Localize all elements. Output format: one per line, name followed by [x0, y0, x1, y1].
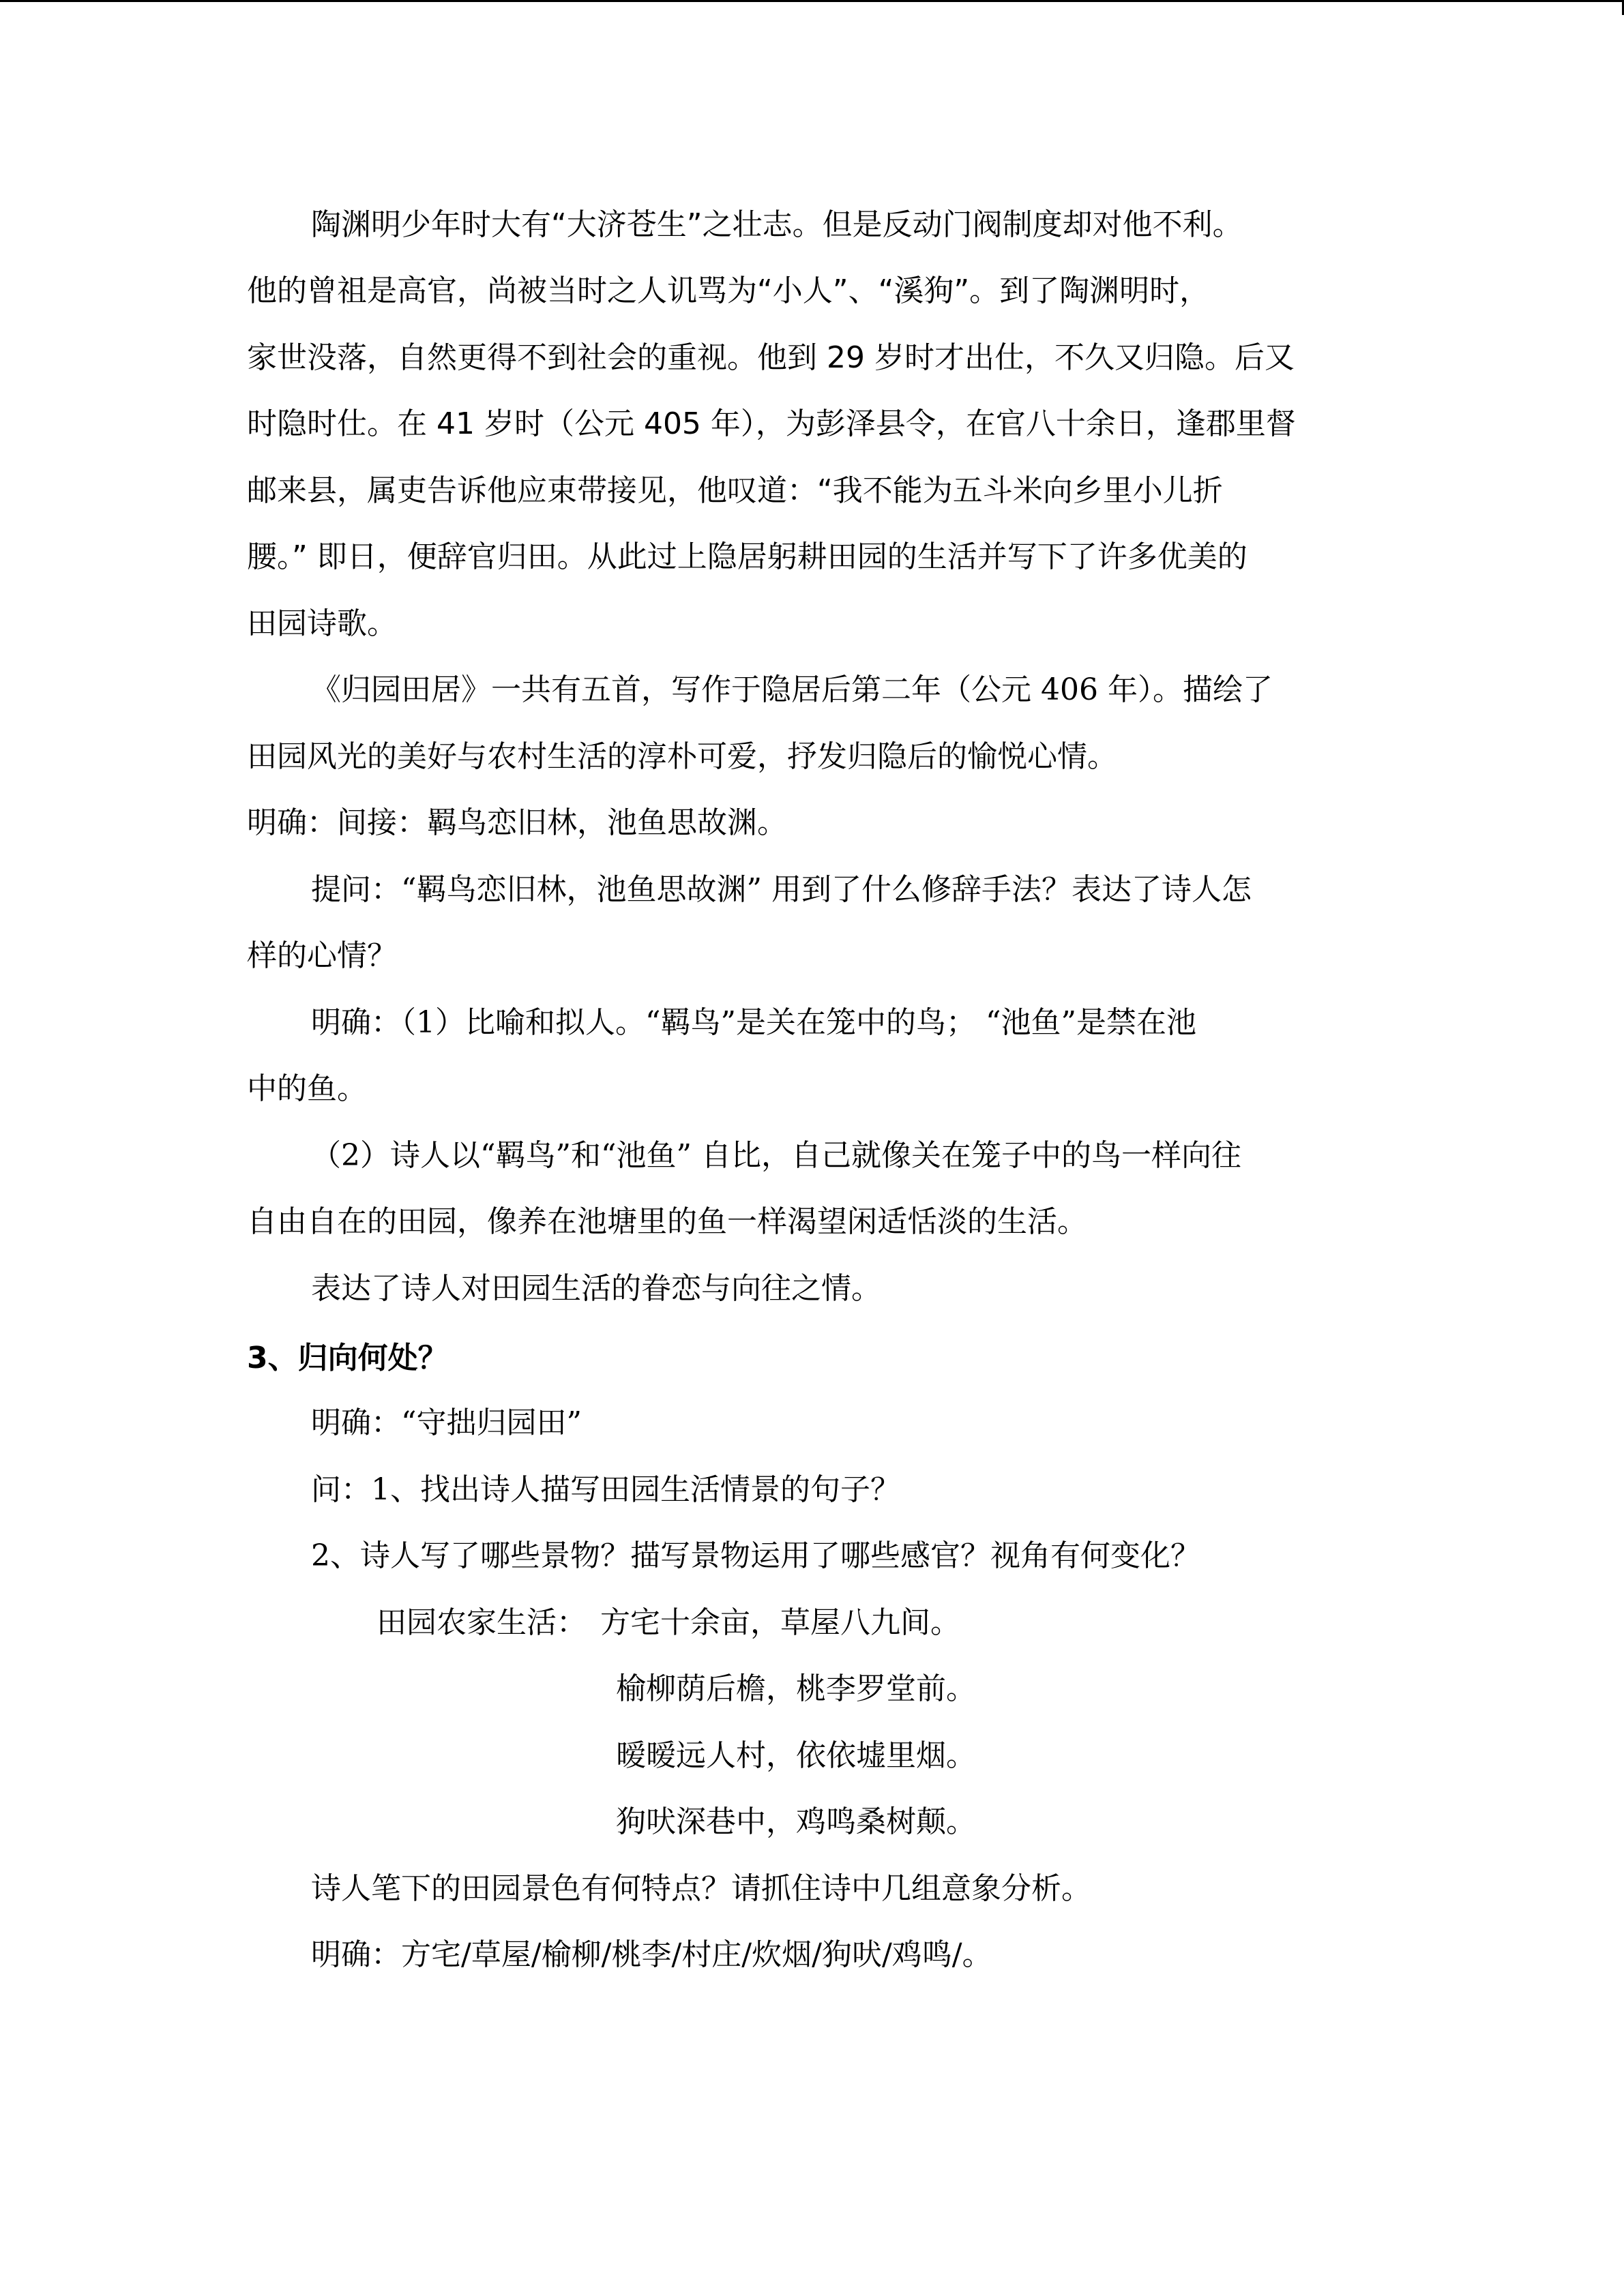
- section3-answer: 明确：“守拙归园田”: [311, 1405, 582, 1440]
- intro-line-5: 邮来县，属吏告诉他应束带接见，他叹道：“我不能为五斗米向乡里小儿折: [247, 473, 1223, 508]
- intro-line-4: 时隐时仕。在 41 岁时（公元 405 年），为彭泽县令，在官八十余日，逢郡里督: [247, 406, 1296, 441]
- answer2-line-2: 自由自在的田园，像养在池塘里的鱼一样渴望闲适恬淡的生活。: [247, 1204, 1087, 1239]
- answer1-line-2: 中的鱼。: [247, 1071, 367, 1106]
- section3-question-3: 诗人笔下的田园景色有何特点？请抓住诗中几组意象分析。: [311, 1871, 1091, 1906]
- life-label: 田园农家生活：: [377, 1605, 587, 1640]
- poem-intro-line-2: 田园风光的美好与农村生活的淳朴可爱，抒发归隐后的愉悦心情。: [247, 739, 1117, 774]
- intro-line-6: 腰。” 即日，便辞官归田。从此过上隐居躬耕田园的生活并写下了许多优美的: [247, 539, 1247, 574]
- section3-heading: 3、归向何处？: [247, 1341, 448, 1375]
- intro-line-1: 陶渊明少年时大有“大济苍生”之壮志。但是反动门阀制度却对他不利。: [311, 207, 1243, 242]
- section3-question-2: 2、诗人写了哪些景物？描写景物运用了哪些感官？视角有何变化？: [311, 1538, 1200, 1573]
- verse-line: 暧暧远人村，依依墟里烟。: [616, 1738, 976, 1773]
- answer1-line-1: 明确：（1）比喻和拟人。“羁鸟”是关在笼中的鸟； “池鱼”是禁在池: [311, 1005, 1196, 1040]
- intro-line-2: 他的曾祖是高官，尚被当时之人讥骂为“小人”、“溪狗”。到了陶渊明时，: [247, 273, 1210, 308]
- verse-line: 榆柳荫后檐，桃李罗堂前。: [616, 1671, 976, 1706]
- poem-intro-line-1: 《归园田居》一共有五首，写作于隐居后第二年（公元 406 年）。描绘了: [311, 672, 1273, 707]
- question-line-1: 提问：“羁鸟恋旧林，池鱼思故渊” 用到了什么修辞手法？表达了诗人怎: [311, 872, 1252, 907]
- question-line-2: 样的心情？: [247, 938, 397, 973]
- verse-line: 方宅十余亩，草屋八九间。: [600, 1605, 960, 1640]
- answer2-line-1: （2）诗人以“羁鸟”和“池鱼” 自比，自己就像关在笼子中的鸟一样向往: [311, 1138, 1241, 1173]
- intro-line-7: 田园诗歌。: [247, 606, 397, 641]
- summary-line: 表达了诗人对田园生活的眷恋与向往之情。: [311, 1271, 881, 1306]
- answer-indirect: 明确：间接：羁鸟恋旧林，池鱼思故渊。: [247, 805, 787, 840]
- top-border-rule: [0, 0, 1624, 2]
- section3-question-1: 问：1、找出诗人描写田园生活情景的句子？: [311, 1472, 900, 1507]
- intro-line-3: 家世没落，自然更得不到社会的重视。他到 29 岁时才出仕，不久又归隐。后又: [247, 340, 1295, 375]
- verse-line: 狗吠深巷中，鸡鸣桑树颠。: [616, 1804, 976, 1839]
- section3-answer-3: 明确：方宅/草屋/榆柳/桃李/村庄/炊烟/狗吠/鸡鸣/。: [311, 1937, 992, 1972]
